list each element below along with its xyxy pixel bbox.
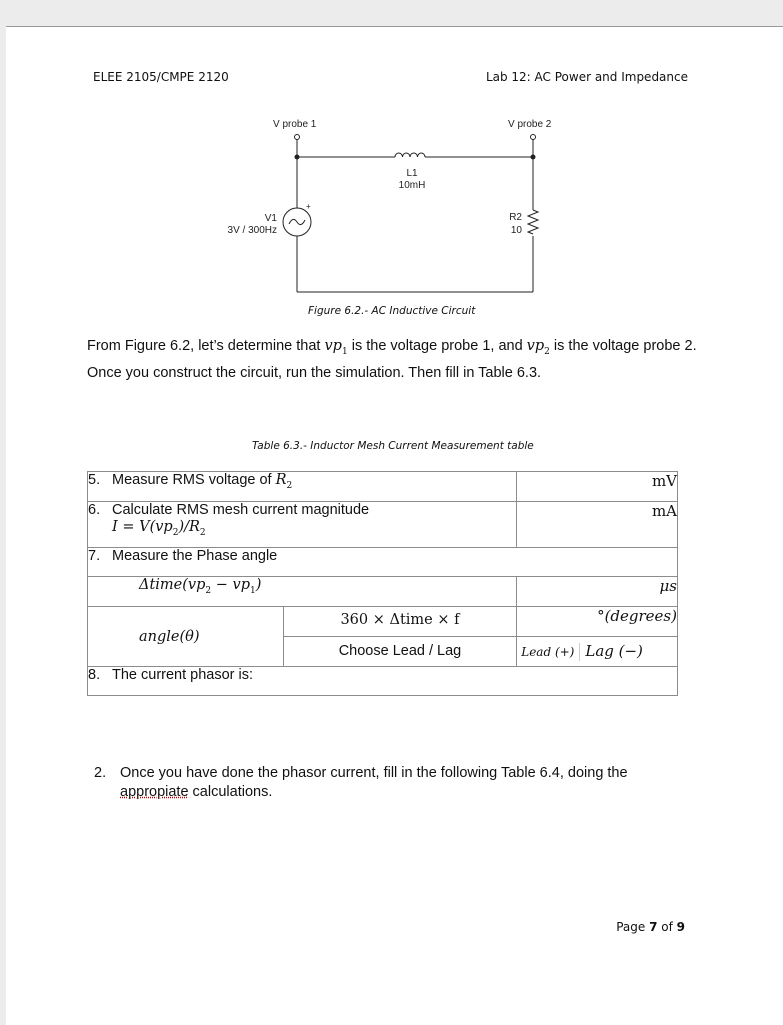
instruction-paragraph: From Figure 6.2, let’s determine that $vp_1$ is the voltage probe 1, and $vp_2$ is the voltage probe 2. Once you construct the circuit, run the simulation. Then fill in Table 6.3. (87, 338, 697, 381)
degrees-unit[interactable]: °(degrees) (517, 607, 678, 637)
inductor-symbol (395, 153, 425, 157)
figure-caption: Figure 6.2.- AC Inductive Circuit (308, 305, 476, 317)
resistor-name: R2 (509, 212, 522, 223)
lab-header: Lab 12: AC Power and Impedance (485, 70, 688, 84)
lead-option[interactable]: Lead (+) (521, 645, 575, 659)
bottom-instruction: 2. Once you have done the phasor current, fill in the following Table 6.4, doing the appropiate calculations. (94, 765, 628, 800)
inductor-name: L1 (406, 168, 418, 179)
source-value: 3V / 300Hz (227, 225, 277, 236)
probe2-label: V probe 2 (508, 119, 552, 130)
probe1-node (295, 155, 300, 160)
resistor-symbol (528, 210, 538, 234)
source-plus: + (306, 202, 311, 211)
table-row: 8. The current phasor is: (88, 667, 678, 696)
table-caption: Table 6.3.- Inductor Mesh Current Measurement table (252, 440, 534, 452)
lag-option[interactable]: Lag (−) (585, 642, 643, 660)
inductor-value: 10mH (398, 180, 426, 191)
table-row: 6. Calculate RMS mesh current magnitude $I = V(vp_2)/R_2$ mA (88, 502, 678, 548)
resistor-value: 10 (510, 225, 522, 236)
table-row: $\Delta time(vp_2 - vp_1)$ μs (88, 577, 678, 607)
choose-lead-lag: Choose Lead / Lag (338, 643, 462, 659)
table-row (88, 607, 678, 637)
source-name: V1 (264, 213, 277, 224)
ma-unit[interactable]: mA (517, 502, 678, 548)
sine-icon (289, 219, 305, 224)
angle-label: angle(θ) (139, 628, 200, 645)
table-row: 5. Measure RMS voltage of $R_2$ mV (88, 472, 678, 502)
measurement-table (87, 471, 678, 696)
circuit-diagram (200, 85, 560, 285)
phase-formula: 360 × Δtime × f (340, 612, 460, 628)
probe1-label: V probe 1 (273, 119, 317, 130)
mv-unit[interactable]: mV (517, 472, 678, 502)
course-header: ELEE 2105/CMPE 2120 (93, 70, 229, 84)
probe2-node (531, 155, 536, 160)
page-number: Page 7 of 9 (616, 920, 685, 934)
table-row: 7. Measure the Phase angle (88, 548, 678, 577)
probe1-terminal (295, 135, 300, 140)
misspelled-word: appropiate (120, 784, 189, 800)
us-unit[interactable]: μs (517, 577, 678, 607)
probe2-terminal (531, 135, 536, 140)
